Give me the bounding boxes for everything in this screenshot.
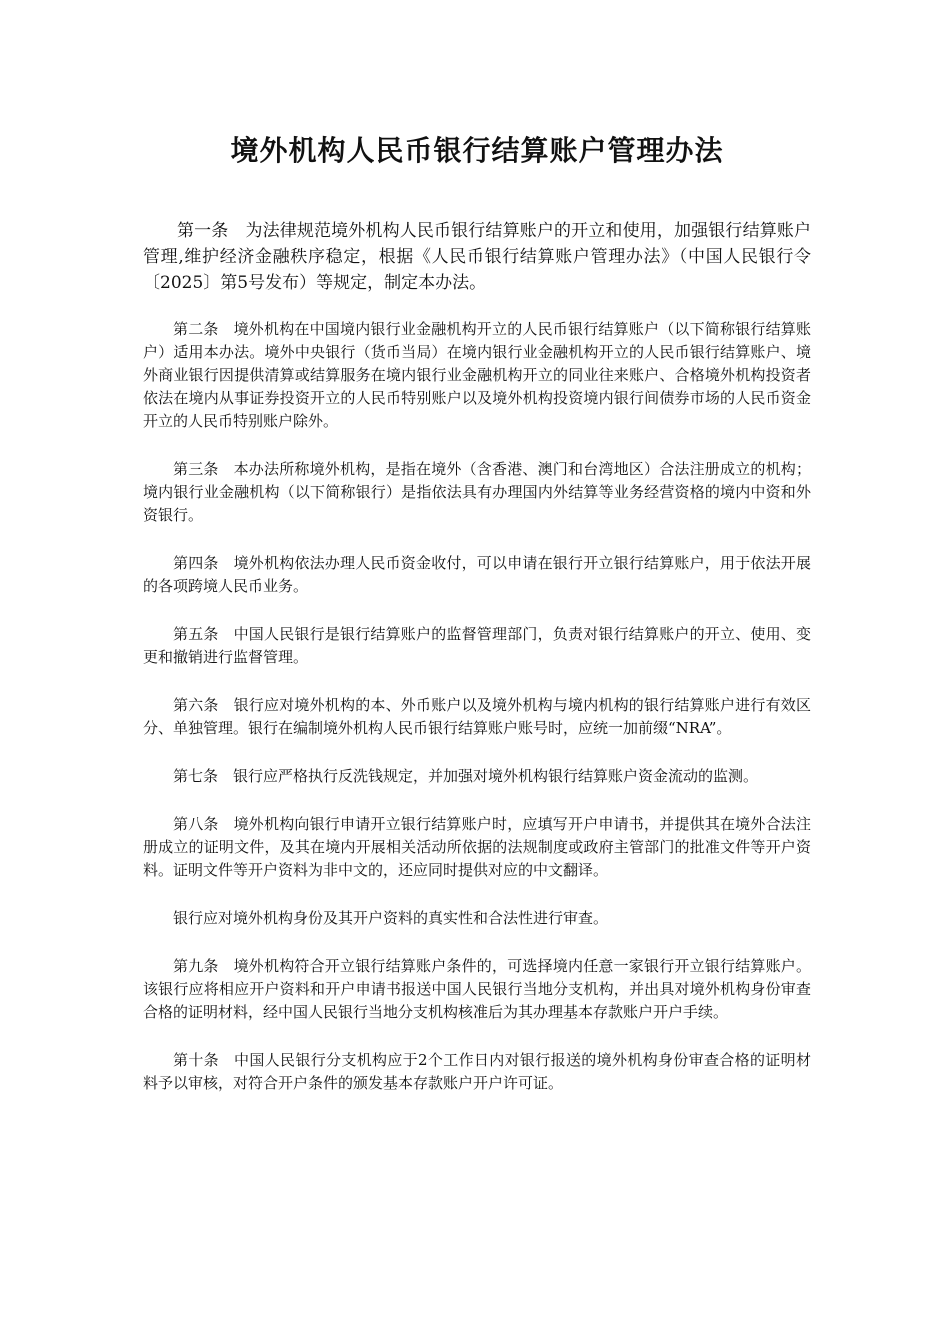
article-9 [143, 955, 811, 1024]
document-title: 境外机构人民币银行结算账户管理办法 [230, 134, 724, 167]
article-label: 第四条 [173, 554, 219, 572]
article-text: 本办法所称境外机构，是指在境外（含香港、澳门和台湾地区）合法注册成立的机构；境内银行业金融机构（以下简称银行）是指依法具有办理国内外结算等业务经营资格的境内中资和外资银行。 [143, 460, 811, 524]
article-7 [143, 765, 811, 788]
article-6 [143, 694, 811, 740]
article-label: 第十条 [173, 1051, 220, 1069]
article-2 [143, 318, 811, 433]
article-label: 第一条 [177, 221, 229, 241]
article-5 [143, 623, 811, 669]
article-text: 境外机构向银行申请开立银行结算账户时，应填写开户申请书，并提供其在境外合法注册成立的证明文件，及其在境内开展相关活动所依据的法规制度或政府主管部门的批准文件等开户资料。证明文件等开户资料为非中文的，还应同时提供对应的中文翻译。 [143, 815, 811, 879]
article-label: 第六条 [173, 696, 219, 714]
article-label: 第九条 [173, 957, 219, 975]
article-text: 为法律规范境外机构人民币银行结算账户的开立和使用，加强银行结算账户管理,维护经济金融秩序稳定，根据《人民币银行结算账户管理办法》（中国人民银行令〔2025〕第5号发布）等规定，制定本办法。 [143, 221, 812, 293]
article-label: 第七条 [173, 767, 219, 785]
article-3 [143, 458, 811, 527]
article-label: 第八条 [173, 815, 219, 833]
article-8-paragraph-2 [143, 907, 811, 930]
article-text: 境外机构在中国境内银行业金融机构开立的人民币银行结算账户（以下简称银行结算账户）适用本办法。境外中央银行（货币当局）在境内银行业金融机构开立的人民币银行结算账户、境外商业银行因提供清算或结算服务在境内银行业金融机构开立的同业往来账户、合格境外机构投资者依法在境内从事证券投资开立的人民币特别账户以及境外机构投资境内银行间债券市场的人民币资金开立的人民币特别账户除外。 [143, 320, 811, 430]
article-text: 银行应对境外机构的本、外币账户以及境外机构与境内机构的银行结算账户进行有效区分、单独管理。银行在编制境外机构人民币银行结算账户账号时，应统一加前缀“NRA”。 [143, 696, 811, 737]
document-page [143, 128, 811, 1120]
article-1 [143, 218, 811, 296]
article-text: 境外机构依法办理人民币资金收付，可以申请在银行开立银行结算账户，用于依法开展的各项跨境人民币业务。 [143, 554, 811, 595]
article-text: 银行应严格执行反洗钱规定，并加强对境外机构银行结算账户资金流动的监测。 [233, 767, 759, 785]
article-label: 第二条 [173, 320, 219, 338]
article-text: 境外机构符合开立银行结算账户条件的，可选择境内任意一家银行开立银行结算账户。该银行应将相应开户资料和开户申请书报送中国人民银行当地分支机构，并出具对境外机构身份审查合格的证明材料，经中国人民银行当地分支机构核准后为其办理基本存款账户开户手续。 [143, 957, 811, 1021]
article-10 [143, 1049, 811, 1095]
article-text: 中国人民银行是银行结算账户的监督管理部门，负责对银行结算账户的开立、使用、变更和撤销进行监督管理。 [143, 625, 811, 666]
article-label: 第三条 [173, 460, 219, 478]
article-4 [143, 552, 811, 598]
article-label: 第五条 [173, 625, 219, 643]
article-text: 中国人民银行分支机构应于2个工作日内对银行报送的境外机构身份审查合格的证明材料予以审核，对符合开户条件的颁发基本存款账户开户许可证。 [143, 1051, 811, 1092]
article-text: 银行应对境外机构身份及其开户资料的真实性和合法性进行审查。 [173, 909, 609, 927]
article-8 [143, 813, 811, 882]
